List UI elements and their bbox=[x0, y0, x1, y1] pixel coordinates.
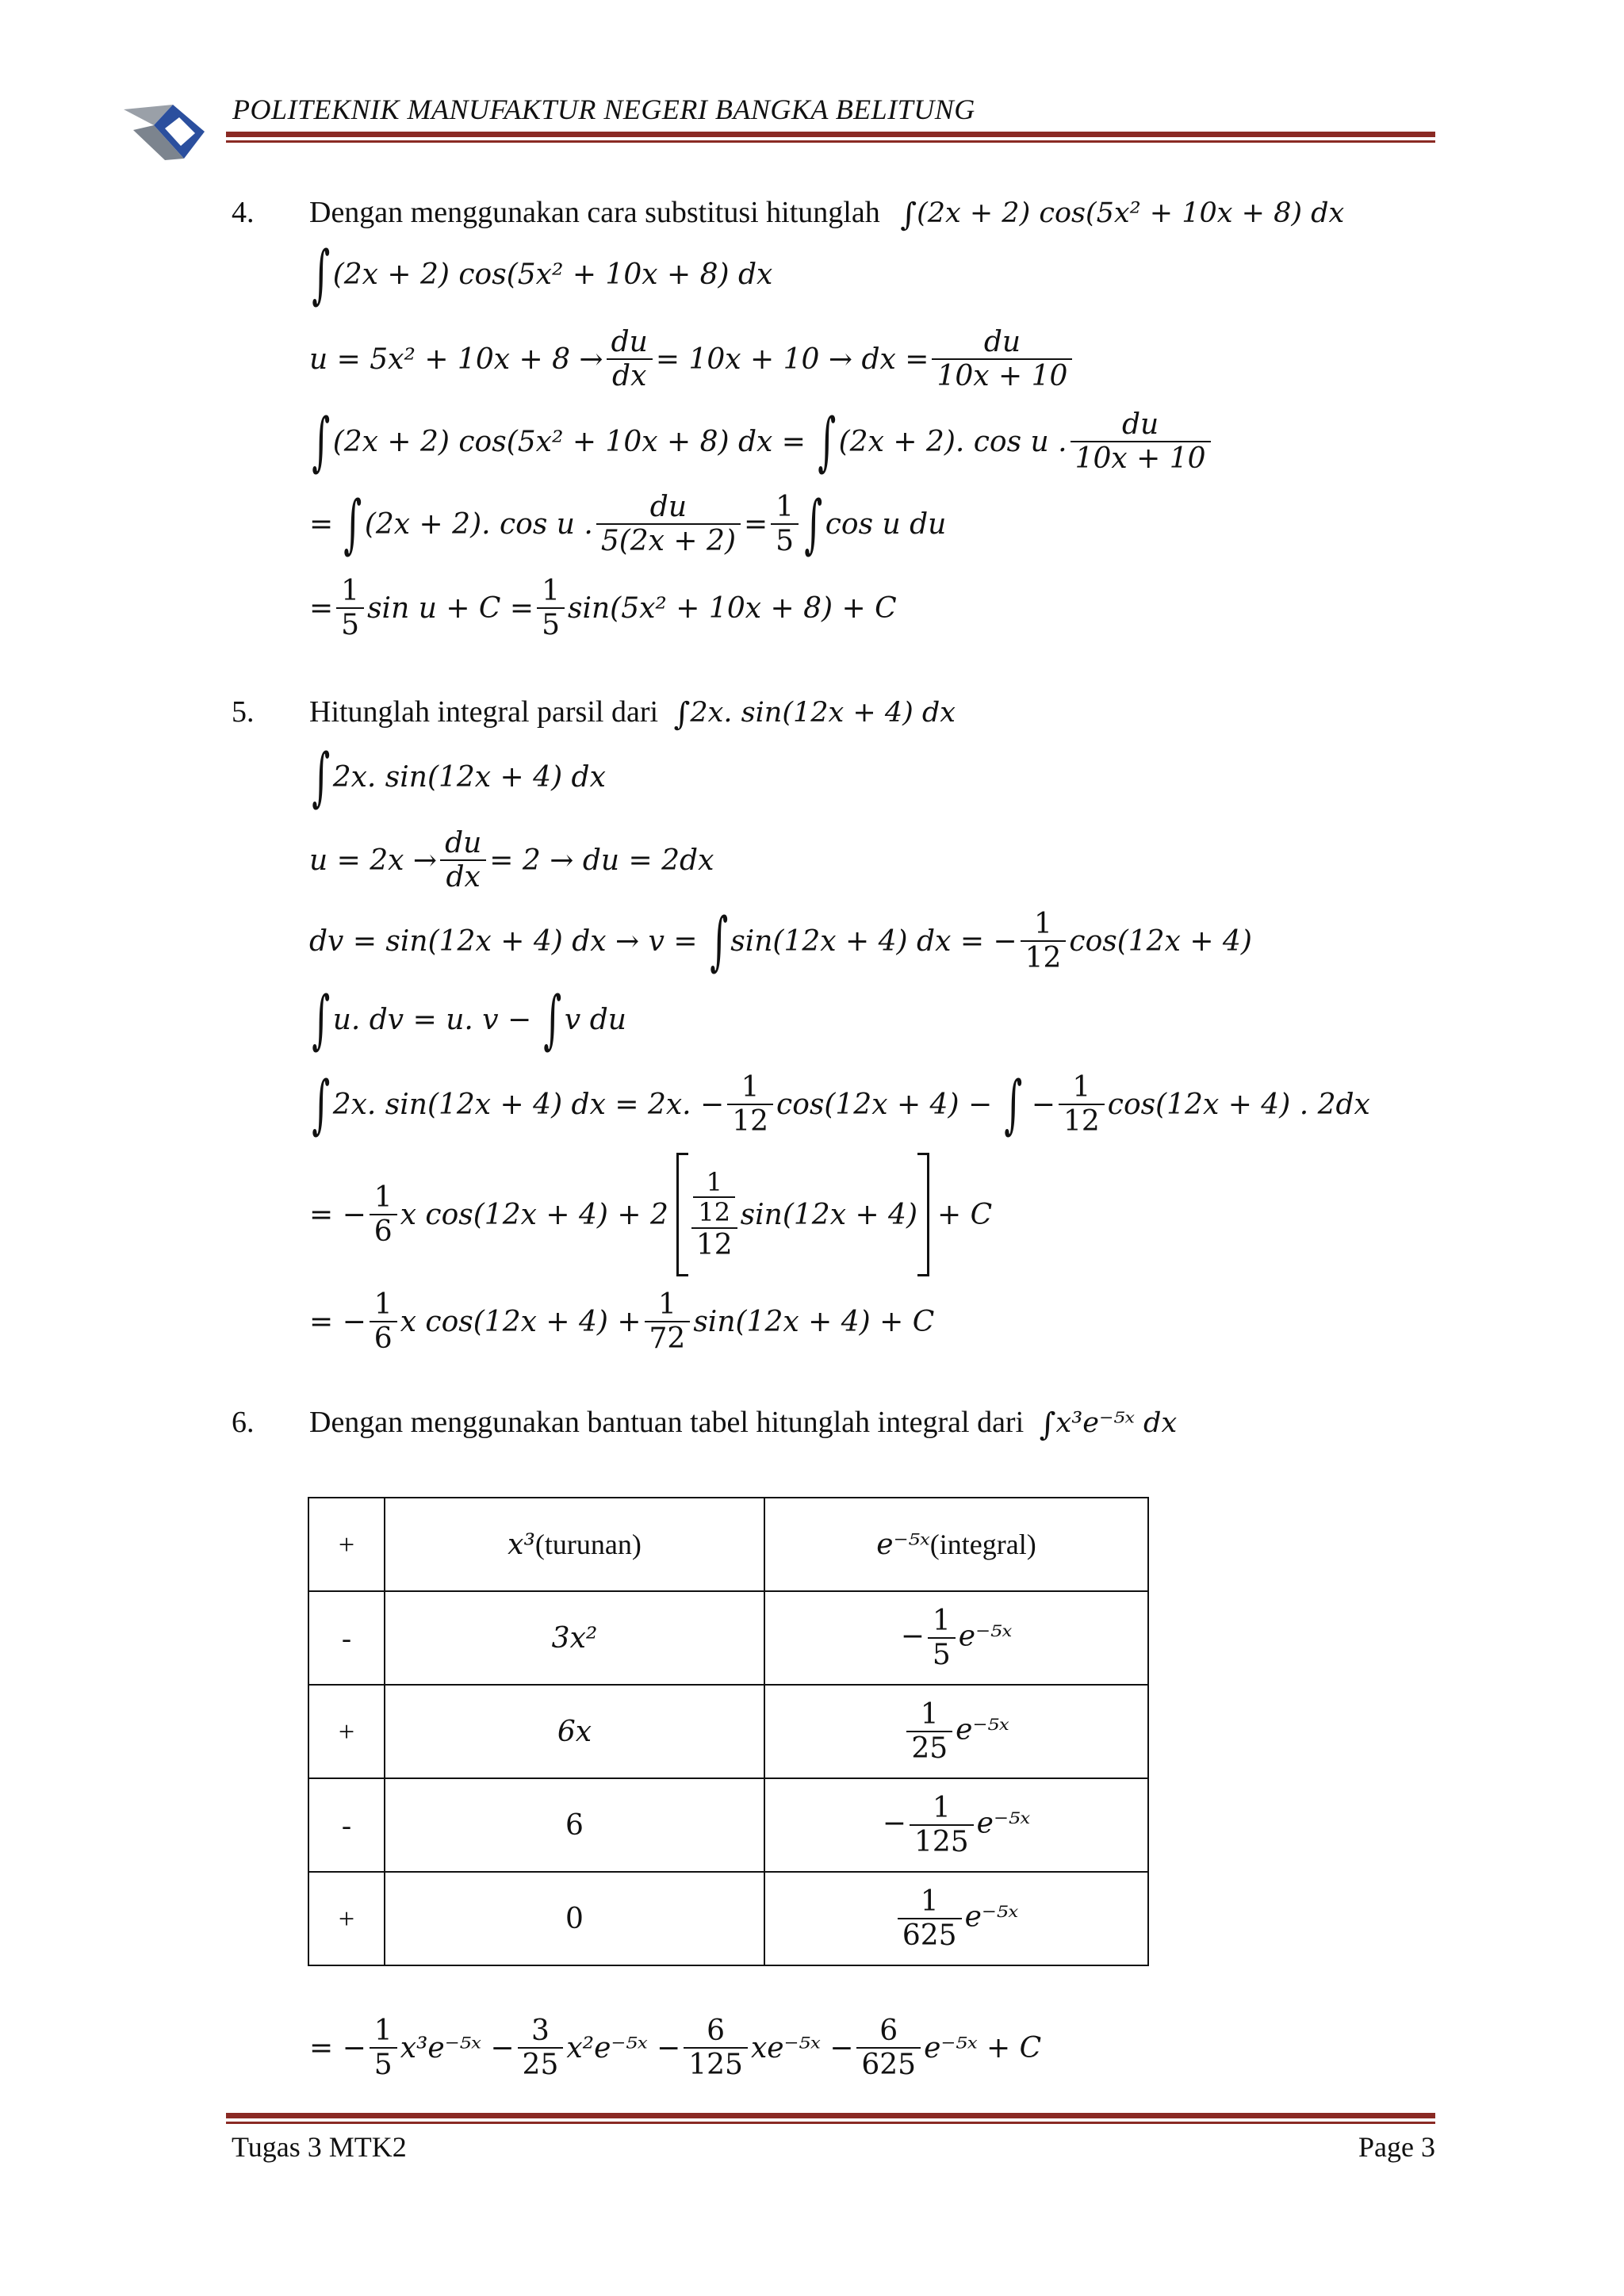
fraction-num: du bbox=[1071, 408, 1211, 442]
q6-prompt-expr: x³e⁻⁵ˣ dx bbox=[1055, 1407, 1178, 1439]
q6-answer bbox=[309, 2004, 1041, 2091]
q5-l4a: u. dv = u. v − bbox=[332, 1003, 532, 1036]
table-cell bbox=[764, 1778, 1148, 1872]
ans-t1: x³e⁻⁵ˣ − bbox=[400, 2031, 515, 2064]
q4-l5b: sin u + C = bbox=[367, 591, 534, 625]
fraction-den: 12 bbox=[1025, 942, 1062, 974]
fraction bbox=[1059, 1071, 1105, 1138]
integral-sign: ∫ bbox=[312, 982, 331, 1056]
ans-a: = − bbox=[309, 2031, 366, 2064]
fraction-num: 1 bbox=[1059, 1071, 1105, 1105]
fraction-num: du bbox=[932, 326, 1072, 360]
fraction-num: 1 bbox=[898, 1885, 962, 1919]
integral-sign: ∫ bbox=[312, 404, 331, 478]
q4-line-3 bbox=[309, 398, 1214, 485]
q5-line-5 bbox=[309, 1061, 1370, 1148]
table-cell bbox=[764, 1591, 1148, 1685]
integration-table bbox=[308, 1497, 1149, 1966]
q5-line-3 bbox=[309, 897, 1252, 985]
fraction bbox=[370, 2015, 397, 2082]
fraction-den: 10x + 10 bbox=[1074, 442, 1206, 475]
fraction bbox=[1021, 908, 1067, 975]
integral-sign: ∫ bbox=[900, 197, 917, 234]
fraction-num: 1 bbox=[1021, 908, 1067, 942]
fraction bbox=[684, 2015, 748, 2082]
fraction-den: 625 bbox=[861, 2049, 917, 2081]
q6-number: 6. bbox=[232, 1406, 255, 1439]
fraction-num: 1 bbox=[906, 1698, 952, 1732]
fraction-den: 12 bbox=[1063, 1105, 1100, 1138]
q4-line-2 bbox=[309, 316, 1075, 403]
fraction bbox=[910, 1792, 974, 1859]
q4-l5c: sin(5x² + 10x + 8) + C bbox=[568, 591, 897, 625]
left-bracket bbox=[676, 1153, 688, 1276]
table-cell: + bbox=[308, 1872, 385, 1965]
fraction bbox=[898, 1885, 962, 1953]
table-cell bbox=[385, 1685, 764, 1778]
cell-expr: e⁻⁵ˣ bbox=[976, 1807, 1031, 1839]
q4-line-1 bbox=[309, 238, 772, 311]
integral-sign: ∫ bbox=[673, 696, 691, 733]
fraction bbox=[906, 1698, 952, 1766]
fraction-den: 5 bbox=[542, 609, 560, 641]
fraction-num: du bbox=[440, 827, 486, 861]
q5-l4b: v du bbox=[564, 1003, 626, 1036]
fraction bbox=[336, 575, 364, 642]
fraction-den: 72 bbox=[649, 1322, 686, 1355]
integral-sign: ∫ bbox=[312, 237, 331, 311]
fraction-den: 25 bbox=[522, 2049, 559, 2081]
fraction-den: 12 bbox=[732, 1105, 769, 1138]
q4-l4b: (2x + 2). cos u . bbox=[364, 507, 593, 541]
integral-sign: ∫ bbox=[312, 740, 331, 813]
fraction-num: du bbox=[607, 326, 653, 360]
q4-number: 4. bbox=[232, 196, 255, 229]
q4-l4c: = bbox=[743, 507, 768, 541]
footer-rule-thin bbox=[226, 2122, 1435, 2124]
fraction-num: 1 bbox=[336, 575, 364, 609]
coef-sign: − bbox=[882, 1807, 906, 1839]
fraction-num: 1 bbox=[645, 1288, 691, 1322]
fraction-den: 6 bbox=[373, 1322, 393, 1355]
q5-prompt-text: Hitunglah integral parsil dari bbox=[309, 695, 659, 729]
q4-l3b: (2x + 2). cos u . bbox=[838, 425, 1067, 458]
integral-sign: ∫ bbox=[1039, 1406, 1056, 1444]
integral-sign: ∫ bbox=[312, 1067, 331, 1141]
table-cell: + bbox=[308, 1498, 385, 1591]
fraction bbox=[856, 2015, 921, 2082]
q4-l4a: = bbox=[309, 507, 334, 541]
fraction-num: 1 bbox=[727, 1071, 773, 1105]
fraction-num: 6 bbox=[856, 2015, 921, 2049]
fraction-num: du bbox=[596, 491, 741, 525]
fraction-den: 10x + 10 bbox=[936, 360, 1068, 392]
q5-line-6 bbox=[309, 1151, 992, 1278]
cell-expr: e⁻⁵ˣ bbox=[956, 1713, 1009, 1746]
q5-l5c: − bbox=[1031, 1088, 1055, 1121]
fraction-num bbox=[691, 1168, 737, 1230]
q5-l5d: cos(12x + 4) . 2dx bbox=[1107, 1088, 1370, 1121]
table-row bbox=[308, 1872, 1148, 1965]
q5-prompt-expr: 2x. sin(12x + 4) dx bbox=[690, 697, 956, 729]
ans-t3: xe⁻⁵ˣ − bbox=[750, 2031, 854, 2064]
fraction bbox=[370, 1181, 397, 1249]
fraction-num: 3 bbox=[518, 2015, 564, 2049]
q4-l5a: = bbox=[309, 591, 334, 625]
fraction-num: 1 bbox=[928, 1605, 956, 1639]
fraction-den: 625 bbox=[902, 1919, 957, 1952]
cell-expr: 0 bbox=[565, 1903, 584, 1935]
q5-l7c: sin(12x + 4) + C bbox=[693, 1305, 935, 1338]
q4-prompt-text: Dengan menggunakan cara substitusi hitunglah bbox=[309, 196, 880, 229]
cell-label: (integral) bbox=[929, 1529, 1036, 1560]
fraction-num: 6 bbox=[684, 2015, 748, 2049]
fraction-den: 12 bbox=[698, 1197, 731, 1228]
fraction-den: 12 bbox=[695, 1229, 733, 1262]
q4-l2b: = 10x + 10 → dx = bbox=[655, 342, 929, 376]
q5-l6a: = − bbox=[309, 1198, 366, 1231]
q4-prompt bbox=[309, 195, 1344, 233]
cell-expr: e⁻⁵ˣ bbox=[964, 1900, 1019, 1933]
ans-t2: x²e⁻⁵ˣ − bbox=[566, 2031, 681, 2064]
fraction-den: 5 bbox=[341, 609, 360, 641]
q5-l2b: = 2 → du = 2dx bbox=[489, 844, 714, 877]
q4-l4d: cos u du bbox=[825, 507, 947, 541]
institution-title: POLITEKNIK MANUFAKTUR NEGERI BANGKA BELITUNG bbox=[232, 94, 975, 125]
integral-sign: ∫ bbox=[818, 404, 837, 478]
q5-l1: 2x. sin(12x + 4) dx bbox=[332, 760, 606, 794]
fraction-den: 5 bbox=[373, 2049, 393, 2081]
fraction bbox=[1071, 408, 1211, 476]
q5-line-1 bbox=[309, 740, 606, 813]
fraction-num: 1 bbox=[370, 1288, 397, 1322]
footer-course: Tugas 3 MTK2 bbox=[232, 2131, 407, 2163]
q6-prompt bbox=[309, 1405, 1177, 1443]
integral-sign: ∫ bbox=[543, 982, 562, 1056]
fraction bbox=[537, 575, 565, 642]
fraction bbox=[596, 491, 741, 558]
q4-line-5 bbox=[309, 564, 897, 652]
table-cell bbox=[764, 1685, 1148, 1778]
q5-l6c: sin(12x + 4) bbox=[740, 1198, 918, 1231]
integral-sign: ∫ bbox=[343, 487, 362, 561]
fraction-num: 1 bbox=[693, 1168, 735, 1199]
fraction-den: 25 bbox=[911, 1732, 948, 1765]
nested-fraction bbox=[691, 1168, 737, 1262]
table-cell bbox=[385, 1591, 764, 1685]
table-row bbox=[308, 1591, 1148, 1685]
footer-rule-thick bbox=[226, 2113, 1435, 2118]
table-cell: + bbox=[308, 1685, 385, 1778]
q4-l2a: u = 5x² + 10x + 8 → bbox=[309, 342, 603, 376]
table-cell bbox=[385, 1778, 764, 1872]
table-cell bbox=[385, 1498, 764, 1591]
table-cell: - bbox=[308, 1778, 385, 1872]
fraction-den: 125 bbox=[914, 1826, 969, 1858]
q4-l3a: (2x + 2) cos(5x² + 10x + 8) dx = bbox=[332, 425, 806, 458]
q5-line-7 bbox=[309, 1278, 934, 1365]
q5-number: 5. bbox=[232, 695, 255, 729]
fraction-den: dx bbox=[612, 360, 647, 392]
q5-line-4 bbox=[309, 983, 626, 1056]
fraction-den: 125 bbox=[688, 2049, 743, 2081]
fraction bbox=[928, 1605, 956, 1672]
q5-l2a: u = 2x → bbox=[309, 844, 438, 877]
table-cell bbox=[385, 1872, 764, 1965]
q5-l3b: sin(12x + 4) dx = − bbox=[730, 924, 1017, 958]
q6-prompt-text: Dengan menggunakan bantuan tabel hitunglah integral dari bbox=[309, 1406, 1025, 1439]
right-bracket bbox=[917, 1153, 929, 1276]
cell-expr: e⁻⁵ˣ bbox=[876, 1529, 930, 1561]
institution-logo bbox=[117, 94, 220, 162]
coef-sign: − bbox=[900, 1620, 925, 1652]
fraction-den: 6 bbox=[373, 1215, 393, 1248]
table-row bbox=[308, 1685, 1148, 1778]
cell-expr: 6x bbox=[557, 1716, 592, 1748]
fraction bbox=[370, 1288, 397, 1356]
fraction-num: 1 bbox=[537, 575, 565, 609]
q4-line-4 bbox=[309, 480, 946, 568]
integral-sign: ∫ bbox=[1004, 1067, 1023, 1141]
fraction-den: 5(2x + 2) bbox=[600, 525, 736, 557]
fraction-num: 1 bbox=[370, 2015, 397, 2049]
cell-expr: 3x² bbox=[551, 1622, 598, 1655]
q5-l5a: 2x. sin(12x + 4) dx = 2x. − bbox=[332, 1088, 725, 1121]
q5-l6d: + C bbox=[937, 1198, 993, 1231]
q4-l1: (2x + 2) cos(5x² + 10x + 8) dx bbox=[332, 258, 773, 291]
cell-label: (turunan) bbox=[534, 1529, 642, 1560]
q5-l5b: cos(12x + 4) − bbox=[776, 1088, 993, 1121]
fraction bbox=[693, 1168, 735, 1228]
header-rule-thin bbox=[226, 140, 1435, 143]
table-cell bbox=[764, 1872, 1148, 1965]
fraction-num: 1 bbox=[910, 1792, 974, 1826]
fraction bbox=[645, 1288, 691, 1356]
table-row bbox=[308, 1498, 1148, 1591]
fraction bbox=[771, 491, 799, 558]
fraction bbox=[932, 326, 1072, 393]
fraction bbox=[727, 1071, 773, 1138]
fraction bbox=[607, 326, 653, 393]
q5-l3a: dv = sin(12x + 4) dx → v = bbox=[309, 924, 698, 958]
footer-page-number: Page 3 bbox=[1358, 2131, 1435, 2163]
fraction-den: dx bbox=[446, 861, 481, 894]
fraction-num: 1 bbox=[771, 491, 799, 525]
q5-l6b: x cos(12x + 4) + 2 bbox=[400, 1198, 668, 1231]
fraction bbox=[440, 827, 486, 894]
fraction-num: 1 bbox=[370, 1181, 397, 1215]
q4-prompt-expr: (2x + 2) cos(5x² + 10x + 8) dx bbox=[917, 197, 1345, 229]
integral-sign: ∫ bbox=[709, 904, 728, 978]
table-row bbox=[308, 1778, 1148, 1872]
integral-sign: ∫ bbox=[804, 487, 823, 561]
q5-line-2 bbox=[309, 817, 714, 904]
fraction-den: 5 bbox=[776, 525, 795, 557]
q5-l7a: = − bbox=[309, 1305, 366, 1338]
q5-prompt bbox=[309, 695, 956, 733]
ans-t4: e⁻⁵ˣ + C bbox=[924, 2031, 1042, 2064]
table-cell bbox=[764, 1498, 1148, 1591]
fraction bbox=[518, 2015, 564, 2082]
header-rule-thick bbox=[226, 132, 1435, 137]
q5-l7b: x cos(12x + 4) + bbox=[400, 1305, 642, 1338]
cell-expr: 6 bbox=[565, 1809, 584, 1842]
table-cell: - bbox=[308, 1591, 385, 1685]
cell-expr: e⁻⁵ˣ bbox=[958, 1620, 1013, 1652]
fraction-den: 5 bbox=[932, 1639, 951, 1671]
q5-l3c: cos(12x + 4) bbox=[1069, 924, 1252, 958]
cell-expr: x³ bbox=[508, 1529, 535, 1561]
